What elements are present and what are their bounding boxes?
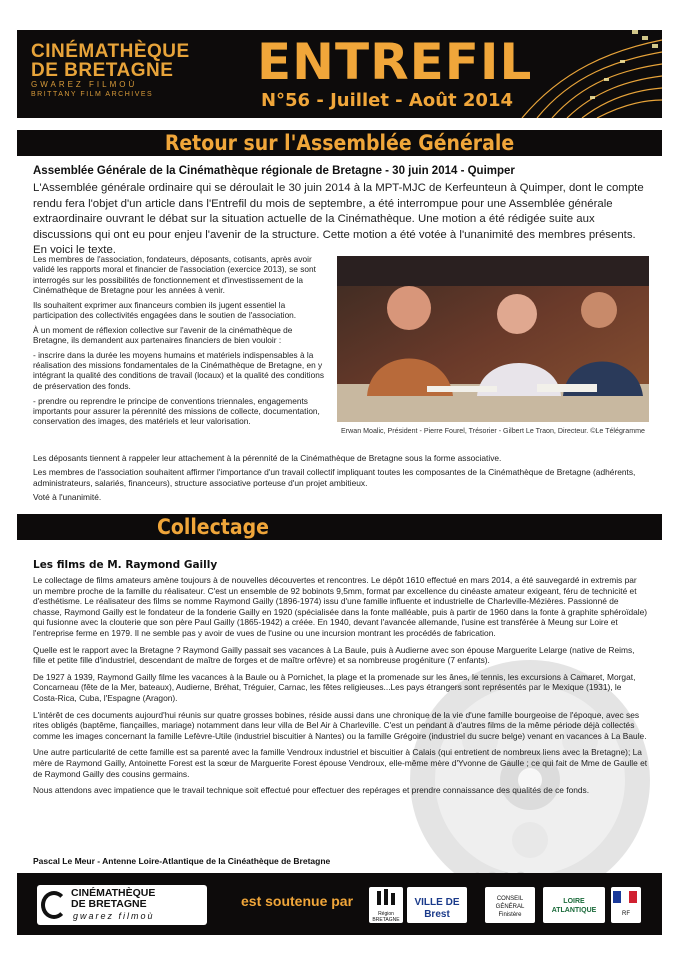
author-signature: Pascal Le Meur - Antenne Loire-Atlantique de la Cinéathèque de Bretagne (33, 856, 331, 866)
issue-number: N°56 - Juillet - Août 2014 (260, 90, 514, 111)
footer-logo-line-2: DE BRETAGNE (71, 898, 147, 910)
section-title: Collectage (157, 515, 269, 539)
logo-line-4: BRITTANY FILM ARCHIVES (31, 91, 154, 98)
collectage-article-body (33, 575, 648, 802)
section-banner-collectage (17, 514, 662, 540)
article-paragraph: Quelle est le rapport avec la Bretagne ? Raymond Gailly passait ses vacances à La Baule, puis à Audierne avec son épouse Marguerite Lelarge (native de Reims, fille et petite fille d'industriel, descendant de maître de forges et de maître orfèvre) et sa nombreuse progéniture (7 enfants). (33, 644, 635, 666)
motion-paragraph: - prendre ou reprendre le principe de conventions triennales, engagements importants pour assurer la pérennité des missions de collecte, documentation, conservation des images, des matériels et leur valorisation. (33, 395, 320, 427)
supported-by-label: est soutenue par (241, 893, 354, 909)
camera-reel-icon (41, 891, 67, 919)
conclusion-paragraph: Voté à l'unanimité. (33, 491, 102, 502)
sponsor-label: CONSEIL GÉNÉRAL Finistère (495, 896, 525, 918)
section-title: Retour sur l'Assemblée Générale (164, 131, 515, 155)
logo-line-2: DE BRETAGNE (31, 60, 174, 81)
article-lead: L'Assemblée générale ordinaire qui se déroulait le 30 juin 2014 à la MPT-MJC de Kerfeunteun à Quimper, dont le compte rendu fera l'objet d'un article dans l'Entrefil du mois de septembre, a été interrompue pour une Assemblée générale extraordinaire ouvrant le débat sur la situation actuelle de la Cinémathèque. Une motion a été rédigée suite aux discussions qui ont eu pour enjeu l'avenir de la structure. Cette motion a été votée à l'unanimité des membres présents. En voici le texte. (33, 182, 644, 257)
sponsor-label: LOIRE ATLANTIQUE (551, 898, 597, 914)
motion-text-column (33, 254, 329, 431)
motion-paragraph: Ils souhaitent exprimer aux financeurs combien ils jugent essentiel la participation des collectivités engagées dans le soutien de l'association. (33, 299, 297, 320)
section-banner-assemblee (17, 130, 662, 156)
article-paragraph: Le collectage de films amateurs amène toujours à de nouvelles découvertes et rencontres. Le dépôt 1610 effectué en mars 2014, a été sauvegardé in extremis par un membre proche de la famille du réalisateur. C'est un ensemble de 92 bobinots 9,5mm, format par excellence du cinéaste amateur exigeant, féru de technicité et d'esthétisme. Le réalisateur des films se nomme Raymond Gailly (1896-1974) issu d'une famille influente et industrielle de Charleville-Mézières. Passionné de chasse, Raymond Gailly est le fondateur de la fonderie Gailly en 1920 (spécialisée dans la fonte malléable, puis à partir de 1960 dans la fonte à graphite sphéroïdale) qui fusionne avec la clouterie que son père Paul Gailly (1865-1942) a créée. En 1940, devant l'avancée allemande, l'usine est transférée à Meung sur Loire et l'entreprise ferme en 1979. Il ne semble pas y avoir de vues de l'usine ou une incursion montrant les procédés de fabrication. (33, 575, 648, 638)
conclusion-paragraph: Les déposants tiennent à rappeler leur attachement à la pérennité de la Cinémathèque de Bretagne sous la forme associative. (33, 453, 502, 463)
sponsor-region-bretagne-logo (369, 887, 403, 923)
motion-paragraph: À un moment de réflexion collective sur l'avenir de la cinémathèque de Bretagne, ils demandent aux partenaires financiers de bien vouloir : (33, 324, 293, 346)
sponsor-republique-francaise-logo (611, 887, 641, 923)
sponsor-ville-brest-logo (407, 887, 467, 923)
cinematheque-logo (31, 42, 201, 99)
sponsor-finistere-logo (485, 887, 535, 923)
film-strip-decoration (492, 30, 662, 118)
footer-logo-line-1: CINÉMATHÈQUE (71, 887, 156, 899)
sponsors-footer (17, 873, 662, 935)
conclusion-paragraph: Les membres de l'association souhaitent affirmer l'importance d'un travail collectif impliquant toutes les composantes de la Cinémathèque de Bretagne (adhérents, administrateurs, salariés, financeurs), structure associative porteuse d'un projet ambitieux. (33, 467, 636, 488)
photo-caption: Erwan Moalic, Président - Pierre Fourel, Trésorier - Gilbert Le Traon, Directeur. ©Le Télégramme (341, 427, 645, 435)
footer-logo (37, 885, 207, 925)
article-paragraph: Une autre particularité de cette famille est sa parenté avec la famille Vendroux industriel et biscuitier à Calais (qui entretient de nombreux liens avec la Bretagne); La mère de Raymond Gailly, Antoinette Forest est la sœur de Marguerite Forest épouse Vendroux, elle-même mère d'Yvonne de Gaulle ; ce qui fait de Mme de Gaulle et de Raymond Gailly des cousins germains. (33, 747, 648, 779)
region-bretagne-icon (369, 887, 403, 909)
footer-logo-line-3: gwarez filmoù (73, 911, 155, 921)
motion-paragraph: - inscrire dans la durée les moyens humains et matériels indispensables à la réalisation des missions fondamentales de la Cinémathèque de Bretagne, en y intégrant la qualité des conditions de travail (locaux) et la qualité des conditions de préservation des fonds. (33, 349, 325, 391)
article-paragraph: Nous attendons avec impatience que le travail technique soit effectué pour effectuer des repérages et prendre connaissance des qualités de ce fonds. (33, 785, 590, 796)
logo-line-3: GWAREZ FILMOÙ (31, 80, 138, 89)
french-flag-icon (611, 887, 641, 909)
board-members-photo (337, 256, 649, 422)
article-paragraph: L'intérêt de ces documents aujourd'hui réunis sur quatre grosses bobines, réside aussi dans une chronique de la vie d'une famille bourgeoise de l'époque, avec ses rites obligés (baptême, fiançailles, mariage) notamment dans leur villa de Bel Air à Charleville. C'est un pendant à d'autres films de la même période déjà collectés comme les images concernant la famille Lefèvre-Utile (industriel biscuitier à Nantes) ou la famille Grégoire (industriel du sucre belge) venant en vacances à La Baule. (33, 709, 647, 741)
motion-conclusion (33, 453, 648, 506)
masthead (17, 30, 662, 118)
article-heading: Assemblée Générale de la Cinémathèque régionale de Bretagne - 30 juin 2014 - Quimper (33, 165, 515, 177)
article-paragraph: De 1927 à 1939, Raymond Gailly filme les vacances à la Baule ou à Pornichet, la plage et la promenade sur les ânes, le tennis, les excursions à Camaret, Morgat, Concarneau (fête de la Mer, bateaux), Audierne, Bréhat, Tréguier, Carnac, les fêtes religieuses...Les pays étrangers sont représentés par le Mexique (1931), le Costa-Rica, Cuba, l'Espagne (Aragon). (33, 671, 636, 703)
logo-line-1: CINÉMATHÈQUE (31, 41, 190, 62)
motion-paragraph: Les membres de l'association, fondateurs, déposants, cotisants, après avoir validé les rapports moral et financier de l'association (exercice 2013), se sont interrogés sur les possibilités de fonctionnement et d'investissement de la Cinémathèque de Bretagne pour les années à venir. (33, 254, 316, 295)
newsletter-title: ENTREFIL (257, 33, 533, 91)
sponsor-label: RF (622, 911, 630, 917)
sponsor-loire-atlantique-logo (543, 887, 605, 923)
sponsor-label: Région BRETAGNE (372, 911, 400, 923)
sponsor-label: VILLE DE Brest (414, 897, 460, 920)
article-heading: Les films de M. Raymond Gailly (33, 559, 218, 571)
